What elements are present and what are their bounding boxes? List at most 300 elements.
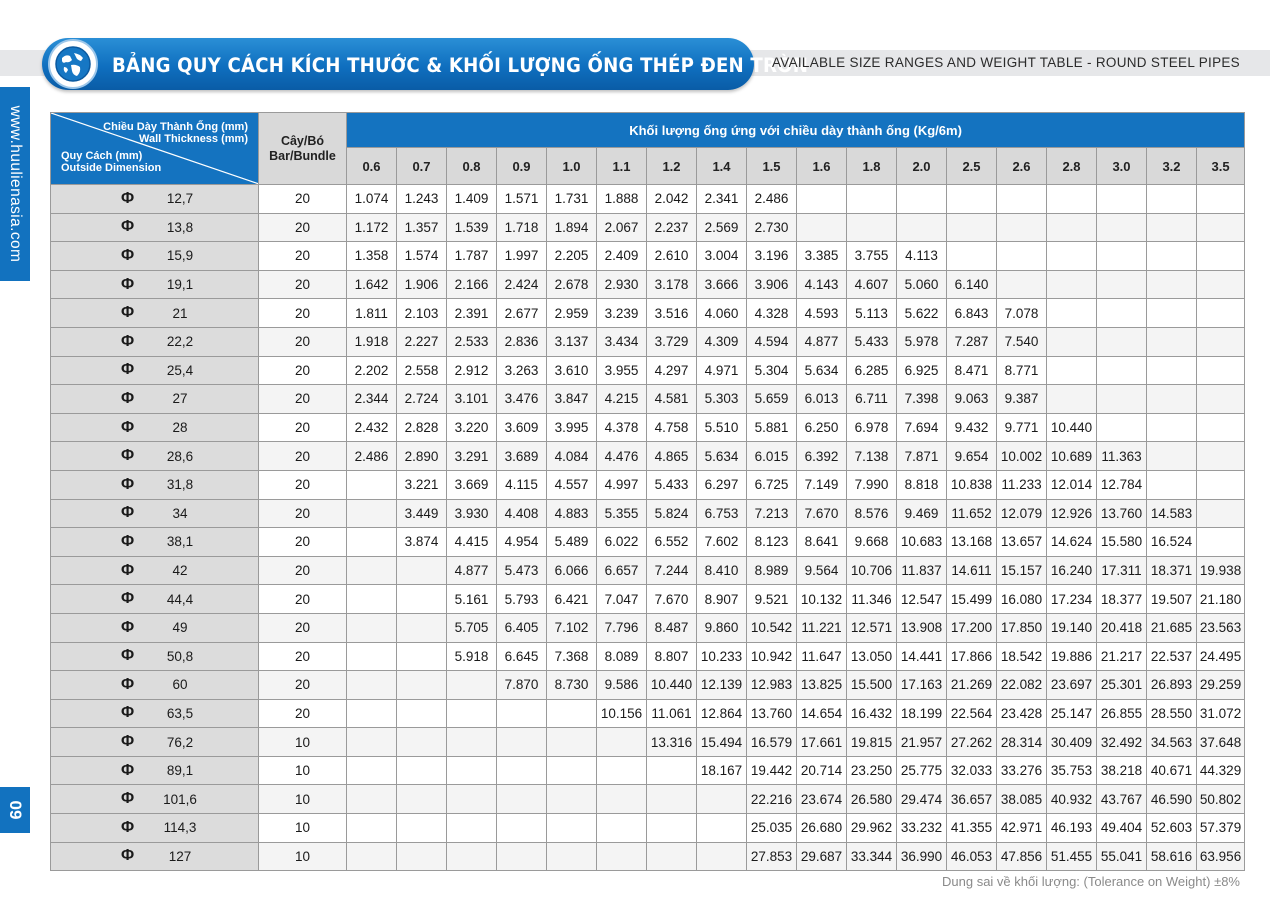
weight-cell: 4.297 <box>647 356 697 385</box>
weight-cell <box>497 699 547 728</box>
bundle-count-cell: 10 <box>259 756 347 785</box>
bundle-count-cell: 10 <box>259 842 347 871</box>
thickness-header-cell: 0.8 <box>447 148 497 185</box>
outside-dimension-cell <box>51 299 259 328</box>
weight-cell: 1.539 <box>447 213 497 242</box>
weight-cell <box>1147 270 1197 299</box>
weight-cell: 10.440 <box>1047 413 1097 442</box>
weight-cell: 5.473 <box>497 556 547 585</box>
bundle-count-cell: 20 <box>259 585 347 614</box>
weight-cell <box>597 785 647 814</box>
weight-cell <box>347 699 397 728</box>
weight-cell: 1.357 <box>397 213 447 242</box>
weight-cell: 6.552 <box>647 528 697 557</box>
weight-cell <box>397 756 447 785</box>
table-row <box>51 728 1245 757</box>
weight-cell: 6.645 <box>497 642 547 671</box>
weight-cell: 3.178 <box>647 270 697 299</box>
weight-cell <box>547 728 597 757</box>
weight-cell: 7.149 <box>797 470 847 499</box>
weight-cell <box>1147 213 1197 242</box>
weight-cell: 25.147 <box>1047 699 1097 728</box>
weight-cell: 12.139 <box>697 671 747 700</box>
bundle-count-cell: 20 <box>259 270 347 299</box>
outside-dimension-cell <box>51 413 259 442</box>
weight-cell: 18.377 <box>1097 585 1147 614</box>
outside-dim-label-en: Outside Dimension <box>61 162 162 174</box>
weight-cell: 9.063 <box>947 385 997 414</box>
weight-cell: 13.760 <box>1097 499 1147 528</box>
weight-cell <box>547 785 597 814</box>
weight-cell <box>1097 270 1147 299</box>
weight-cell: 52.603 <box>1147 814 1197 843</box>
weight-cell: 1.718 <box>497 213 547 242</box>
weight-cell <box>1147 470 1197 499</box>
weight-cell: 8.123 <box>747 528 797 557</box>
weight-cell: 29.259 <box>1197 671 1245 700</box>
weight-cell: 4.060 <box>697 299 747 328</box>
page-number: 09 <box>6 800 25 820</box>
diameter-symbol: Φ <box>121 418 135 436</box>
weight-cell: 14.611 <box>947 556 997 585</box>
weight-cell <box>347 470 397 499</box>
weight-cell: 3.906 <box>747 270 797 299</box>
weight-cell <box>1197 270 1245 299</box>
outside-dimension-value: 28 <box>172 420 188 436</box>
tolerance-note: Dung sai về khối lượng: (Tolerance on Weight) ±8% <box>942 874 1240 889</box>
weight-cell: 30.409 <box>1047 728 1097 757</box>
outside-dimension-value: 44,4 <box>166 591 194 607</box>
weight-cell: 19.140 <box>1047 613 1097 642</box>
weight-cell: 23.697 <box>1047 671 1097 700</box>
weight-cell <box>1047 356 1097 385</box>
weight-cell <box>1097 413 1147 442</box>
weight-cell: 4.997 <box>597 470 647 499</box>
weight-cell <box>1047 270 1097 299</box>
weight-cell: 17.311 <box>1097 556 1147 585</box>
weight-cell: 6.250 <box>797 413 847 442</box>
weight-cell: 6.657 <box>597 556 647 585</box>
weight-cell: 5.161 <box>447 585 497 614</box>
weight-cell: 4.408 <box>497 499 547 528</box>
weight-cell: 4.328 <box>747 299 797 328</box>
table-corner-header <box>51 113 259 185</box>
weight-cell: 4.378 <box>597 413 647 442</box>
weight-cell: 7.138 <box>847 442 897 471</box>
outside-dimension-cell <box>51 356 259 385</box>
outside-dimension-value: 114,3 <box>163 820 197 836</box>
weight-cell <box>897 213 947 242</box>
weight-cell <box>697 842 747 871</box>
weight-cell: 1.172 <box>347 213 397 242</box>
weight-cell: 16.240 <box>1047 556 1097 585</box>
weight-cell: 7.213 <box>747 499 797 528</box>
weight-cell: 5.510 <box>697 413 747 442</box>
weight-cell: 5.489 <box>547 528 597 557</box>
weight-cell <box>1197 442 1245 471</box>
weight-cell: 3.610 <box>547 356 597 385</box>
diameter-symbol: Φ <box>121 475 135 493</box>
weight-cell: 3.516 <box>647 299 697 328</box>
weight-cell: 1.888 <box>597 185 647 214</box>
weight-cell <box>1047 327 1097 356</box>
weight-header: Khối lượng ống ứng với chiều dày thành ống (Kg/6m) <box>347 113 1245 148</box>
weight-cell: 51.455 <box>1047 842 1097 871</box>
weight-cell: 2.166 <box>447 270 497 299</box>
diameter-symbol: Φ <box>121 561 135 579</box>
weight-cell: 17.163 <box>897 671 947 700</box>
weight-cell: 12.547 <box>897 585 947 614</box>
weight-cell: 4.113 <box>897 242 947 271</box>
table-row <box>51 785 1245 814</box>
bundle-count-cell: 20 <box>259 699 347 728</box>
weight-cell <box>1047 185 1097 214</box>
outside-dimension-cell <box>51 756 259 785</box>
thickness-header-cell: 1.2 <box>647 148 697 185</box>
bundle-count-cell: 20 <box>259 413 347 442</box>
weight-cell <box>1147 385 1197 414</box>
weight-cell: 7.244 <box>647 556 697 585</box>
outside-dimension-value: 12,7 <box>166 191 194 207</box>
weight-cell: 46.193 <box>1047 814 1097 843</box>
weight-cell: 15.499 <box>947 585 997 614</box>
bundle-header-vn: Cây/Bó <box>280 133 325 148</box>
diameter-symbol: Φ <box>121 790 135 808</box>
bundle-count-cell: 20 <box>259 327 347 356</box>
weight-cell: 15.500 <box>847 671 897 700</box>
weight-cell: 4.758 <box>647 413 697 442</box>
weight-cell: 4.143 <box>797 270 847 299</box>
table-row <box>51 756 1245 785</box>
weight-cell: 2.067 <box>597 213 647 242</box>
diameter-symbol: Φ <box>121 304 135 322</box>
bundle-count-cell: 20 <box>259 185 347 214</box>
weight-cell: 18.542 <box>997 642 1047 671</box>
thickness-header-cell: 0.6 <box>347 148 397 185</box>
outside-dimension-value: 38,1 <box>166 534 194 550</box>
outside-dimension-value: 25,4 <box>166 362 194 378</box>
weight-cell: 9.654 <box>947 442 997 471</box>
weight-cell: 2.103 <box>397 299 447 328</box>
weight-cell: 6.405 <box>497 613 547 642</box>
weight-cell: 4.607 <box>847 270 897 299</box>
weight-cell <box>1197 499 1245 528</box>
table-row <box>51 213 1245 242</box>
weight-cell: 1.787 <box>447 242 497 271</box>
table-row <box>51 356 1245 385</box>
diameter-symbol: Φ <box>121 389 135 407</box>
weight-cell <box>1197 356 1245 385</box>
weight-cell: 10.156 <box>597 699 647 728</box>
weight-cell: 27.853 <box>747 842 797 871</box>
weight-cell: 14.583 <box>1147 499 1197 528</box>
weight-cell: 12.014 <box>1047 470 1097 499</box>
weight-table <box>50 112 1245 871</box>
weight-cell: 13.760 <box>747 699 797 728</box>
thickness-header-cell: 2.5 <box>947 148 997 185</box>
weight-cell: 10.002 <box>997 442 1047 471</box>
weight-cell: 10.542 <box>747 613 797 642</box>
outside-dimension-cell <box>51 270 259 299</box>
weight-cell <box>447 728 497 757</box>
weight-cell: 20.418 <box>1097 613 1147 642</box>
weight-cell: 15.580 <box>1097 528 1147 557</box>
outside-dimension-value: 28,6 <box>166 448 194 464</box>
weight-cell: 3.221 <box>397 470 447 499</box>
weight-cell <box>1147 327 1197 356</box>
weight-cell <box>597 756 647 785</box>
weight-cell: 12.926 <box>1047 499 1097 528</box>
weight-cell <box>1197 528 1245 557</box>
diameter-symbol: Φ <box>121 647 135 665</box>
weight-cell <box>347 499 397 528</box>
bundle-count-cell: 20 <box>259 499 347 528</box>
outside-dimension-cell <box>51 185 259 214</box>
weight-cell: 8.487 <box>647 613 697 642</box>
weight-cell: 5.881 <box>747 413 797 442</box>
weight-cell: 4.593 <box>797 299 847 328</box>
weight-cell: 34.563 <box>1147 728 1197 757</box>
weight-cell <box>447 842 497 871</box>
weight-cell: 21.217 <box>1097 642 1147 671</box>
weight-cell <box>947 185 997 214</box>
weight-cell: 4.865 <box>647 442 697 471</box>
weight-cell: 1.409 <box>447 185 497 214</box>
weight-cell: 3.609 <box>497 413 547 442</box>
thickness-header-cell: 3.0 <box>1097 148 1147 185</box>
thickness-header-cell: 0.9 <box>497 148 547 185</box>
weight-cell <box>397 642 447 671</box>
outside-dimension-cell <box>51 499 259 528</box>
weight-cell <box>497 756 547 785</box>
diameter-symbol: Φ <box>121 704 135 722</box>
diameter-symbol: Φ <box>121 847 135 865</box>
weight-cell <box>397 556 447 585</box>
weight-cell: 6.421 <box>547 585 597 614</box>
weight-cell: 44.329 <box>1197 756 1245 785</box>
bundle-count-cell: 20 <box>259 556 347 585</box>
weight-cell: 4.115 <box>497 470 547 499</box>
weight-cell: 6.753 <box>697 499 747 528</box>
diameter-symbol: Φ <box>121 275 135 293</box>
weight-cell: 1.997 <box>497 242 547 271</box>
weight-cell: 5.304 <box>747 356 797 385</box>
weight-cell: 5.793 <box>497 585 547 614</box>
weight-cell: 6.140 <box>947 270 997 299</box>
weight-cell: 4.594 <box>747 327 797 356</box>
weight-cell: 2.828 <box>397 413 447 442</box>
weight-cell: 9.387 <box>997 385 1047 414</box>
weight-cell: 14.654 <box>797 699 847 728</box>
weight-cell: 40.932 <box>1047 785 1097 814</box>
weight-cell: 57.379 <box>1197 814 1245 843</box>
table-row <box>51 642 1245 671</box>
outside-dimension-cell <box>51 642 259 671</box>
weight-cell: 6.711 <box>847 385 897 414</box>
weight-cell <box>447 785 497 814</box>
weight-cell <box>1147 185 1197 214</box>
weight-cell: 11.221 <box>797 613 847 642</box>
weight-cell <box>347 585 397 614</box>
outside-dimension-cell <box>51 613 259 642</box>
weight-cell: 5.113 <box>847 299 897 328</box>
weight-cell: 17.234 <box>1047 585 1097 614</box>
weight-cell: 55.041 <box>1097 842 1147 871</box>
weight-cell <box>597 814 647 843</box>
weight-cell: 15.494 <box>697 728 747 757</box>
weight-cell <box>697 785 747 814</box>
weight-cell: 2.409 <box>597 242 647 271</box>
weight-cell: 9.771 <box>997 413 1047 442</box>
weight-cell: 50.802 <box>1197 785 1245 814</box>
weight-cell: 10.838 <box>947 470 997 499</box>
weight-cell: 2.205 <box>547 242 597 271</box>
weight-cell <box>397 785 447 814</box>
weight-cell: 8.089 <box>597 642 647 671</box>
table-row <box>51 556 1245 585</box>
weight-cell <box>997 185 1047 214</box>
thickness-header-cell: 3.2 <box>1147 148 1197 185</box>
weight-cell: 2.678 <box>547 270 597 299</box>
diameter-symbol: Φ <box>121 818 135 836</box>
weight-cell <box>647 756 697 785</box>
thickness-header-cell: 1.5 <box>747 148 797 185</box>
weight-cell <box>497 842 547 871</box>
thickness-header-cell: 1.6 <box>797 148 847 185</box>
table-row <box>51 699 1245 728</box>
weight-cell: 8.410 <box>697 556 747 585</box>
weight-cell <box>997 270 1047 299</box>
thickness-header-cell: 2.8 <box>1047 148 1097 185</box>
bundle-count-cell: 20 <box>259 242 347 271</box>
weight-cell <box>447 671 497 700</box>
outside-dimension-value: 101,6 <box>163 791 197 807</box>
weight-cell <box>397 613 447 642</box>
outside-dimension-value: 76,2 <box>166 734 194 750</box>
weight-cell <box>1097 185 1147 214</box>
table-row <box>51 499 1245 528</box>
weight-cell: 8.576 <box>847 499 897 528</box>
weight-cell: 42.971 <box>997 814 1047 843</box>
weight-cell <box>1147 299 1197 328</box>
table-row <box>51 442 1245 471</box>
weight-cell <box>1197 413 1245 442</box>
weight-cell: 3.729 <box>647 327 697 356</box>
bundle-header-en: Bar/Bundle <box>269 148 336 163</box>
weight-cell: 22.537 <box>1147 642 1197 671</box>
weight-cell <box>1147 413 1197 442</box>
weight-cell: 5.433 <box>647 470 697 499</box>
weight-cell <box>447 756 497 785</box>
outside-dimension-cell <box>51 814 259 843</box>
weight-cell: 2.724 <box>397 385 447 414</box>
weight-cell: 9.586 <box>597 671 647 700</box>
weight-cell: 3.995 <box>547 413 597 442</box>
table-body <box>51 185 1245 871</box>
weight-cell: 2.486 <box>347 442 397 471</box>
weight-cell <box>1097 299 1147 328</box>
weight-cell: 13.657 <box>997 528 1047 557</box>
weight-cell: 7.047 <box>597 585 647 614</box>
weight-cell: 2.836 <box>497 327 547 356</box>
outside-dimension-cell <box>51 470 259 499</box>
weight-cell: 3.874 <box>397 528 447 557</box>
weight-cell <box>1047 242 1097 271</box>
weight-cell: 2.533 <box>447 327 497 356</box>
weight-cell <box>547 756 597 785</box>
weight-cell: 15.157 <box>997 556 1047 585</box>
weight-cell: 13.825 <box>797 671 847 700</box>
weight-cell <box>1197 242 1245 271</box>
weight-cell: 16.579 <box>747 728 797 757</box>
outside-dimension-value: 19,1 <box>166 277 194 293</box>
weight-cell: 16.524 <box>1147 528 1197 557</box>
bundle-count-cell: 20 <box>259 299 347 328</box>
weight-cell: 9.668 <box>847 528 897 557</box>
weight-cell: 5.355 <box>597 499 647 528</box>
weight-cell: 63.956 <box>1197 842 1245 871</box>
outside-dimension-cell <box>51 385 259 414</box>
weight-cell: 3.449 <box>397 499 447 528</box>
weight-cell: 2.486 <box>747 185 797 214</box>
weight-cell <box>397 671 447 700</box>
weight-cell: 18.199 <box>897 699 947 728</box>
website-url: www.huulienasia.com <box>7 105 24 263</box>
weight-cell: 1.243 <box>397 185 447 214</box>
weight-cell: 10.706 <box>847 556 897 585</box>
weight-cell: 7.398 <box>897 385 947 414</box>
weight-cell: 40.671 <box>1147 756 1197 785</box>
table-row <box>51 327 1245 356</box>
weight-cell: 36.990 <box>897 842 947 871</box>
weight-cell: 3.434 <box>597 327 647 356</box>
weight-cell: 4.877 <box>797 327 847 356</box>
weight-cell <box>347 814 397 843</box>
weight-cell: 3.101 <box>447 385 497 414</box>
weight-cell: 8.471 <box>947 356 997 385</box>
weight-cell: 26.893 <box>1147 671 1197 700</box>
outside-dimension-value: 63,5 <box>166 705 194 721</box>
sidebar-url-tab <box>0 87 30 281</box>
weight-cell: 26.580 <box>847 785 897 814</box>
weight-cell: 4.954 <box>497 528 547 557</box>
weight-cell <box>547 842 597 871</box>
thickness-header-cell: 2.6 <box>997 148 1047 185</box>
weight-cell: 28.314 <box>997 728 1047 757</box>
bundle-count-cell: 20 <box>259 442 347 471</box>
table-row <box>51 671 1245 700</box>
weight-cell: 7.602 <box>697 528 747 557</box>
weight-cell <box>647 842 697 871</box>
weight-cell <box>997 242 1047 271</box>
weight-cell: 23.428 <box>997 699 1047 728</box>
weight-cell <box>397 728 447 757</box>
table-row <box>51 528 1245 557</box>
weight-cell: 7.540 <box>997 327 1047 356</box>
weight-cell: 2.890 <box>397 442 447 471</box>
outside-dimension-value: 31,8 <box>166 477 194 493</box>
weight-cell: 36.657 <box>947 785 997 814</box>
weight-cell <box>397 842 447 871</box>
weight-cell: 23.563 <box>1197 613 1245 642</box>
outside-dimension-cell <box>51 842 259 871</box>
weight-cell <box>1047 213 1097 242</box>
weight-cell: 43.767 <box>1097 785 1147 814</box>
bundle-count-cell: 20 <box>259 642 347 671</box>
thickness-header-cell: 1.8 <box>847 148 897 185</box>
weight-cell: 6.285 <box>847 356 897 385</box>
weight-cell: 14.624 <box>1047 528 1097 557</box>
